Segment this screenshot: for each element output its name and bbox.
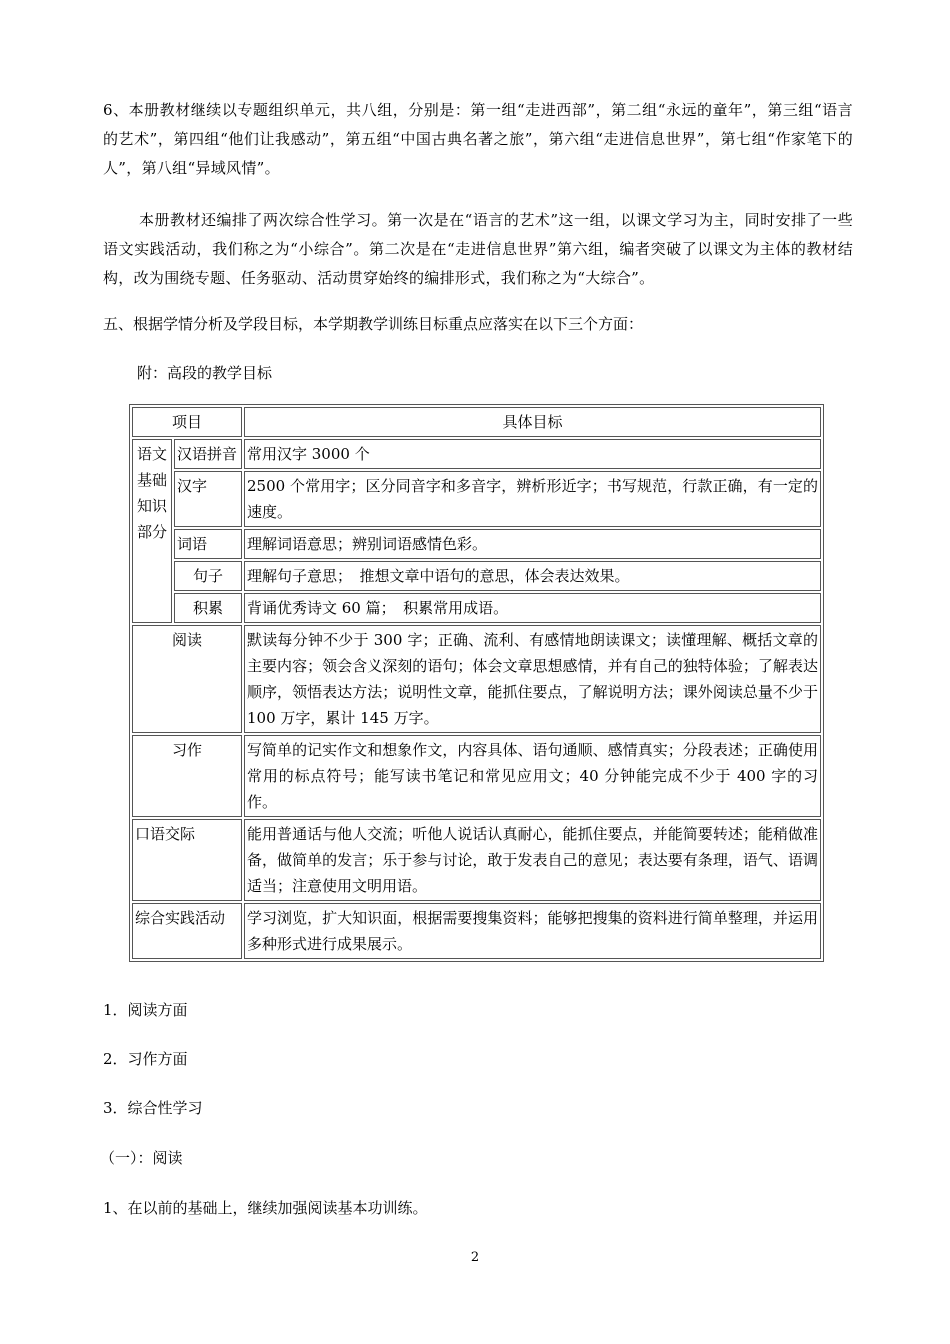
list-item-writing: 2．习作方面 — [103, 1050, 188, 1068]
subsection-reading-heading: （一）：阅读 — [100, 1149, 183, 1167]
header-item: 项目 — [132, 407, 242, 437]
appendix-label: 附：高段的教学目标 — [137, 364, 273, 382]
page-number: 2 — [470, 1250, 480, 1265]
row-label: 汉语拼音 — [174, 439, 242, 469]
list-item-comprehensive: 3．综合性学习 — [103, 1099, 203, 1117]
row-goal: 背诵优秀诗文 60 篇； 积累常用成语。 — [244, 593, 821, 623]
reading-point-1: 1、在以前的基础上，继续加强阅读基本功训练。 — [103, 1199, 428, 1217]
row-label: 习作 — [132, 735, 242, 817]
teaching-goals-table — [129, 404, 824, 962]
row-goal: 常用汉字 3000 个 — [244, 439, 821, 469]
row-label: 阅读 — [132, 625, 242, 733]
row-label: 词语 — [174, 529, 242, 559]
table-row — [132, 593, 821, 623]
group-label-basic-knowledge: 语文基础知识部分 — [132, 439, 172, 623]
row-label: 口语交际 — [132, 819, 242, 901]
table-header-row — [132, 407, 821, 437]
row-label: 综合实践活动 — [132, 903, 242, 959]
table-row — [132, 529, 821, 559]
row-goal: 写简单的记实作文和想象作文，内容具体、语句通顺、感情真实；分段表述；正确使用常用的标点符号；能写读书笔记和常见应用文；40 分钟能完成不少于 400 字的习作。 — [244, 735, 821, 817]
row-goal: 能用普通话与他人交流；听他人说话认真耐心，能抓住要点，并能简要转述；能稍做准备，做简单的发言；乐于参与讨论，敢于发表自己的意见；表达要有条理，语气、语调适当；注意使用文明用语。 — [244, 819, 821, 901]
row-goal: 理解词语意思；辨别词语感情色彩。 — [244, 529, 821, 559]
header-goal: 具体目标 — [244, 407, 821, 437]
table-row — [132, 903, 821, 959]
row-goal: 2500 个常用字；区分同音字和多音字，辨析形近字；书写规范，行款正确，有一定的速度。 — [244, 471, 821, 527]
table-row — [132, 625, 821, 733]
table-row — [132, 735, 821, 817]
section-five-heading: 五、根据学情分析及学段目标，本学期教学训练目标重点应落实在以下三个方面： — [103, 315, 644, 333]
table-row — [132, 439, 821, 469]
table-row — [132, 561, 821, 591]
row-goal: 学习浏览，扩大知识面，根据需要搜集资料；能够把搜集的资料进行简单整理，并运用多种形式进行成果展示。 — [244, 903, 821, 959]
paragraph-textbook-units: 6、本册教材继续以专题组织单元，共八组，分别是：第一组“走进西部”，第二组“永远的童年”，第三组“语言的艺术”，第四组“他们让我感动”，第五组“中国古典名著之旅”，第六组“走进信息世界”，第七组“作家笔下的人”，第八组“异域风情”。 — [103, 101, 853, 177]
table-row — [132, 471, 821, 527]
table-row — [132, 819, 821, 901]
list-item-reading: 1．阅读方面 — [103, 1001, 188, 1019]
row-label: 句子 — [174, 561, 242, 591]
row-label: 积累 — [174, 593, 242, 623]
paragraph-comprehensive-learning: 本册教材还编排了两次综合性学习。第一次是在“语言的艺术”这一组，以课文学习为主，同时安排了一些语文实践活动，我们称之为“小综合”。第二次是在“走进信息世界”第六组，编者突破了以课文为主体的教材结构，改为围绕专题、任务驱动、活动贯穿始终的编排形式，我们称之为“大综合”。 — [103, 211, 853, 287]
row-goal: 理解句子意思； 推想文章中语句的意思，体会表达效果。 — [244, 561, 821, 591]
row-label: 汉字 — [174, 471, 242, 527]
row-goal: 默读每分钟不少于 300 字；正确、流利、有感情地朗读课文；读懂理解、概括文章的主要内容；领会含义深刻的语句；体会文章思想感情，并有自己的独特体验；了解表达顺序，领悟表达方法；说明性文章，能抓住要点，了解说明方法；课外阅读总量不少于 100 万字，累计 145 万字。 — [244, 625, 821, 733]
